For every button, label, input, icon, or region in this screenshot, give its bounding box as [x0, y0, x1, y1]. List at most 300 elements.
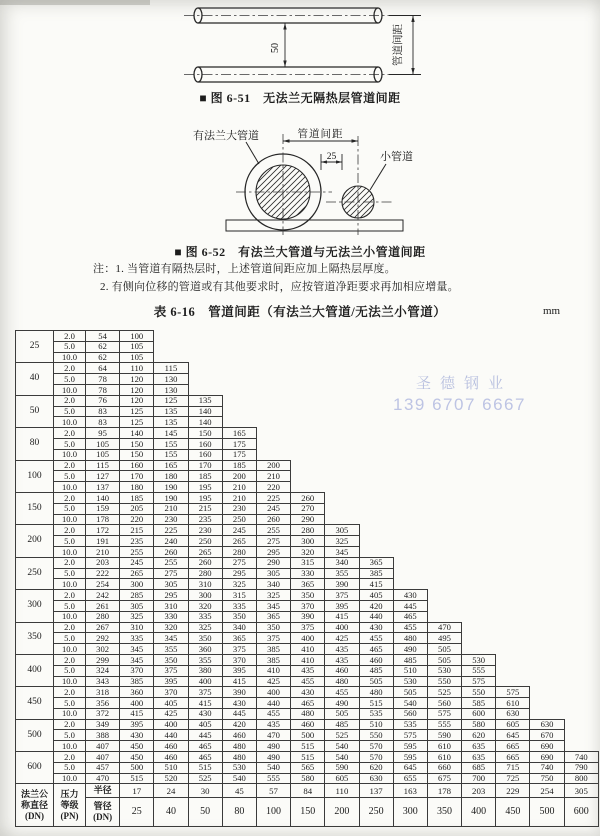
spacing-value-cell: 485: [325, 719, 359, 730]
spacing-value-cell: 155: [154, 438, 188, 449]
empty-region: [222, 406, 598, 417]
spacing-value-cell: 180: [154, 471, 188, 482]
spacing-value-cell: 395: [222, 665, 256, 676]
spacing-value-cell: 725: [496, 773, 530, 784]
spacing-value-cell: 740: [564, 752, 598, 763]
pressure-cell: 5.0: [54, 730, 86, 741]
spacing-value-cell: 150: [188, 428, 222, 439]
spacing-value-cell: 540: [393, 698, 427, 709]
empty-region: [154, 331, 599, 342]
spacing-value-cell: 225: [154, 525, 188, 536]
spacing-value-cell: 415: [325, 611, 359, 622]
radius-value-cell: 110: [325, 784, 359, 798]
flange-dn-cell: 250: [16, 557, 54, 589]
spacing-value-cell: 715: [496, 762, 530, 773]
spacing-value-cell: 305: [256, 568, 290, 579]
pressure-cell: 10.0: [54, 611, 86, 622]
spacing-value-cell: 325: [325, 536, 359, 547]
pressure-cell: 2.0: [54, 331, 86, 342]
spacing-value-cell: 560: [393, 708, 427, 719]
empty-region: [325, 503, 599, 514]
spacing-value-cell: 292: [86, 633, 120, 644]
spacing-value-cell: 380: [188, 665, 222, 676]
empty-region: [291, 471, 599, 482]
empty-region: [393, 568, 598, 579]
spacing-value-cell: 400: [120, 698, 154, 709]
gap-dimension-25: 25: [326, 152, 337, 162]
spacing-value-cell: 290: [291, 514, 325, 525]
pressure-cell: 2.0: [54, 492, 86, 503]
flange-dn-cell: 100: [16, 460, 54, 492]
empty-region: [188, 374, 598, 385]
watermark-company: 圣德钢业: [415, 375, 512, 392]
empty-region: [393, 579, 598, 590]
spacing-value-cell: 295: [222, 568, 256, 579]
spacing-value-cell: 455: [256, 708, 290, 719]
flange-dn-cell: 150: [16, 492, 54, 524]
empty-region: [291, 482, 599, 493]
pressure-cell: 5.0: [54, 536, 86, 547]
pressure-cell: 10.0: [54, 708, 86, 719]
spacing-value-cell: 375: [291, 622, 325, 633]
spacing-value-cell: 375: [154, 665, 188, 676]
spacing-value-cell: 360: [120, 687, 154, 698]
spacing-value-cell: 460: [291, 719, 325, 730]
spacing-value-cell: 372: [86, 708, 120, 719]
spacing-value-cell: 385: [359, 568, 393, 579]
spacing-value-cell: 530: [393, 676, 427, 687]
spacing-value-cell: 530: [427, 665, 461, 676]
empty-region: [222, 395, 598, 406]
unit-label: mm: [543, 305, 561, 317]
pressure-cell: 2.0: [54, 363, 86, 374]
spacing-value-cell: 690: [530, 752, 564, 763]
spacing-value-cell: 185: [188, 471, 222, 482]
empty-region: [564, 741, 598, 752]
spacing-value-cell: 505: [427, 644, 461, 655]
spacing-value-cell: 490: [256, 741, 290, 752]
spacing-value-cell: 235: [120, 536, 154, 547]
spacing-value-cell: 230: [222, 503, 256, 514]
spacing-value-cell: 210: [222, 492, 256, 503]
spacing-value-cell: 62: [86, 341, 120, 352]
spacing-value-cell: 185: [222, 460, 256, 471]
spacing-value-cell: 550: [462, 687, 496, 698]
spacing-value-cell: 450: [120, 752, 154, 763]
spacing-value-cell: 280: [291, 525, 325, 536]
spacing-value-cell: 430: [120, 730, 154, 741]
spacing-value-cell: 343: [86, 676, 120, 687]
spacing-value-cell: 95: [86, 428, 120, 439]
spacing-value-cell: 750: [530, 773, 564, 784]
spacing-value-cell: 515: [120, 773, 154, 784]
spacing-value-cell: 345: [256, 600, 290, 611]
spacing-value-cell: 600: [462, 708, 496, 719]
spacing-value-cell: 340: [325, 557, 359, 568]
spacing-value-cell: 120: [120, 384, 154, 395]
spacing-value-cell: 620: [462, 730, 496, 741]
spacing-value-cell: 210: [222, 482, 256, 493]
figure-6-51-caption: ■ 图 6-51 无法兰无隔热层管道间距: [199, 91, 401, 105]
flange-dn-cell: 600: [16, 752, 54, 784]
empty-region: [325, 514, 599, 525]
spacing-value-cell: 430: [188, 708, 222, 719]
spacing-value-cell: 275: [256, 536, 290, 547]
spacing-value-cell: 370: [120, 665, 154, 676]
radius-value-cell: 178: [427, 784, 461, 798]
radius-value-cell: 163: [393, 784, 427, 798]
spacing-value-cell: 310: [188, 579, 222, 590]
spacing-value-cell: 267: [86, 622, 120, 633]
spacing-value-cell: 315: [291, 557, 325, 568]
spacing-value-cell: 140: [120, 428, 154, 439]
spacing-value-cell: 78: [86, 374, 120, 385]
spacing-value-cell: 590: [427, 730, 461, 741]
spacing-value-cell: 665: [496, 741, 530, 752]
spacing-value-cell: 530: [462, 654, 496, 665]
spacing-value-cell: 425: [154, 708, 188, 719]
empty-region: [462, 633, 599, 644]
empty-region: [393, 557, 598, 568]
pipe-dn-header: 管径 (DN): [86, 798, 120, 827]
spacing-value-cell: 300: [291, 536, 325, 547]
spacing-value-cell: 555: [256, 773, 290, 784]
pipe-dn-value-cell: 600: [564, 798, 598, 827]
spacing-value-cell: 200: [256, 460, 290, 471]
pressure-cell: 5.0: [54, 503, 86, 514]
empty-region: [188, 363, 598, 374]
spacing-value-cell: 505: [393, 687, 427, 698]
pipe-dn-value-cell: 200: [325, 798, 359, 827]
spacing-value-cell: 375: [188, 687, 222, 698]
spacing-value-cell: 405: [154, 698, 188, 709]
spacing-value-cell: 525: [188, 773, 222, 784]
spacing-value-cell: 470: [86, 773, 120, 784]
spacing-value-cell: 290: [256, 557, 290, 568]
pressure-header: 压力 等级 (PN): [54, 784, 86, 827]
spacing-value-cell: 318: [86, 687, 120, 698]
spacing-value-cell: 195: [188, 492, 222, 503]
spacing-value-cell: 420: [359, 600, 393, 611]
pressure-cell: 2.0: [54, 460, 86, 471]
empty-region: [359, 546, 598, 557]
figure-6-52-drawing: [140, 108, 470, 241]
spacing-value-cell: 500: [291, 730, 325, 741]
spacing-value-cell: 245: [222, 525, 256, 536]
spacing-value-cell: 485: [393, 654, 427, 665]
pressure-cell: 10.0: [54, 482, 86, 493]
pipe-spacing-label: 管道间距: [297, 129, 344, 140]
spacing-value-cell: 345: [325, 546, 359, 557]
spacing-value-cell: 465: [393, 611, 427, 622]
pressure-cell: 5.0: [54, 600, 86, 611]
spacing-value-cell: 460: [154, 752, 188, 763]
spacing-value-cell: 430: [359, 622, 393, 633]
spacing-value-cell: 160: [120, 460, 154, 471]
spacing-value-cell: 540: [325, 752, 359, 763]
spacing-value-cell: 105: [86, 449, 120, 460]
spacing-value-cell: 385: [256, 644, 290, 655]
spacing-value-cell: 355: [325, 568, 359, 579]
pressure-cell: 5.0: [54, 762, 86, 773]
radius-value-cell: 17: [120, 784, 154, 798]
spacing-value-cell: 205: [120, 503, 154, 514]
spacing-value-cell: 520: [154, 773, 188, 784]
spacing-value-cell: 305: [325, 525, 359, 536]
spacing-value-cell: 375: [222, 644, 256, 655]
spacing-value-cell: 420: [222, 719, 256, 730]
spacing-value-cell: 340: [222, 622, 256, 633]
large-flanged-pipe-label: 有法兰大管道: [193, 130, 259, 142]
spacing-value-cell: 180: [120, 482, 154, 493]
spacing-value-cell: 385: [256, 654, 290, 665]
spacing-value-cell: 100: [120, 331, 154, 342]
pipe-dn-value-cell: 40: [154, 798, 188, 827]
pipe-dn-value-cell: 80: [222, 798, 256, 827]
spacing-value-cell: 670: [530, 730, 564, 741]
spacing-value-cell: 505: [325, 708, 359, 719]
spacing-value-cell: 375: [256, 633, 290, 644]
spacing-value-cell: 400: [154, 719, 188, 730]
pressure-cell: 10.0: [54, 352, 86, 363]
spacing-value-cell: 172: [86, 525, 120, 536]
pressure-cell: 2.0: [54, 654, 86, 665]
spacing-value-cell: 115: [154, 363, 188, 374]
spacing-value-cell: 407: [86, 741, 120, 752]
spacing-value-cell: 305: [120, 600, 154, 611]
empty-region: [496, 676, 599, 687]
spacing-value-cell: 435: [291, 665, 325, 676]
pipe-dn-value-cell: 50: [188, 798, 222, 827]
spacing-value-cell: 435: [256, 719, 290, 730]
figure-6-52-caption: ■ 图 6-52 有法兰大管道与无法兰小管道间距: [174, 245, 426, 259]
spacing-value-cell: 345: [120, 654, 154, 665]
spacing-value-cell: 560: [427, 698, 461, 709]
spacing-value-cell: 575: [462, 676, 496, 687]
spacing-value-cell: 690: [530, 741, 564, 752]
spacing-value-cell: 110: [120, 363, 154, 374]
spacing-value-cell: 325: [188, 622, 222, 633]
spacing-value-cell: 265: [222, 536, 256, 547]
pressure-cell: 5.0: [54, 633, 86, 644]
spacing-value-cell: 324: [86, 665, 120, 676]
empty-region: [462, 644, 599, 655]
spacing-value-cell: 255: [154, 557, 188, 568]
flange-dn-cell: 450: [16, 687, 54, 719]
pressure-cell: 10.0: [54, 773, 86, 784]
spacing-value-cell: 349: [86, 719, 120, 730]
spacing-value-cell: 435: [325, 654, 359, 665]
spacing-value-cell: 525: [325, 730, 359, 741]
spacing-value-cell: 370: [291, 600, 325, 611]
empty-region: [154, 341, 599, 352]
empty-region: [530, 698, 598, 709]
spacing-value-cell: 388: [86, 730, 120, 741]
spacing-value-cell: 585: [462, 698, 496, 709]
spacing-value-cell: 155: [154, 449, 188, 460]
spacing-value-cell: 360: [188, 644, 222, 655]
spacing-value-cell: 335: [188, 611, 222, 622]
spacing-value-cell: 430: [291, 687, 325, 698]
pressure-cell: 2.0: [54, 622, 86, 633]
spacing-value-cell: 137: [86, 482, 120, 493]
pressure-cell: 10.0: [54, 384, 86, 395]
spacing-value-cell: 105: [120, 341, 154, 352]
radius-value-cell: 45: [222, 784, 256, 798]
spacing-value-cell: 365: [291, 579, 325, 590]
spacing-value-cell: 515: [359, 698, 393, 709]
spacing-value-cell: 580: [291, 773, 325, 784]
spacing-value-cell: 645: [393, 762, 427, 773]
spacing-value-cell: 445: [188, 730, 222, 741]
spacing-value-cell: 465: [359, 644, 393, 655]
spacing-value-cell: 261: [86, 600, 120, 611]
spacing-value-cell: 335: [222, 600, 256, 611]
spacing-value-cell: 375: [325, 590, 359, 601]
empty-region: [256, 438, 598, 449]
spacing-value-cell: 175: [222, 449, 256, 460]
pressure-cell: 10.0: [54, 514, 86, 525]
spacing-value-cell: 457: [86, 762, 120, 773]
empty-region: [188, 384, 598, 395]
spacing-value-cell: 210: [86, 546, 120, 557]
spacing-value-cell: 175: [222, 438, 256, 449]
spacing-value-cell: 505: [359, 676, 393, 687]
spacing-value-cell: 170: [120, 471, 154, 482]
spacing-value-cell: 120: [120, 374, 154, 385]
spacing-value-cell: 460: [325, 665, 359, 676]
flange-dn-cell: 50: [16, 395, 54, 427]
empty-region: [325, 492, 599, 503]
spacing-value-cell: 465: [188, 741, 222, 752]
empty-region: [530, 708, 598, 719]
pressure-cell: 2.0: [54, 687, 86, 698]
pipe-dn-value-cell: 300: [393, 798, 427, 827]
spacing-value-cell: 325: [222, 579, 256, 590]
spacing-value-cell: 140: [188, 406, 222, 417]
spacing-value-cell: 295: [154, 590, 188, 601]
empty-region: [564, 719, 598, 730]
spacing-value-cell: 83: [86, 417, 120, 428]
spacing-value-cell: 675: [427, 773, 461, 784]
spacing-value-cell: 62: [86, 352, 120, 363]
spacing-value-cell: 580: [462, 719, 496, 730]
spacing-value-cell: 800: [564, 773, 598, 784]
spacing-value-cell: 570: [359, 752, 393, 763]
spacing-value-cell: 555: [427, 719, 461, 730]
spacing-value-cell: 300: [120, 579, 154, 590]
spacing-value-cell: 115: [86, 460, 120, 471]
spacing-value-cell: 265: [188, 546, 222, 557]
spacing-value-cell: 305: [154, 579, 188, 590]
pressure-cell: 5.0: [54, 341, 86, 352]
spacing-value-cell: 125: [120, 406, 154, 417]
spacing-value-cell: 185: [120, 492, 154, 503]
pressure-cell: 2.0: [54, 395, 86, 406]
empty-region: [496, 665, 599, 676]
spacing-value-cell: 280: [188, 568, 222, 579]
spacing-value-cell: 295: [256, 546, 290, 557]
flange-dn-cell: 40: [16, 363, 54, 395]
spacing-value-cell: 215: [188, 503, 222, 514]
spacing-value-cell: 500: [120, 762, 154, 773]
spacing-value-cell: 575: [496, 687, 530, 698]
spacing-value-cell: 740: [530, 762, 564, 773]
pipe-spacing-table: [15, 330, 599, 827]
spacing-value-cell: 460: [222, 730, 256, 741]
empty-region: [222, 417, 598, 428]
radius-value-cell: 203: [462, 784, 496, 798]
spacing-value-cell: 540: [325, 741, 359, 752]
spacing-value-cell: 350: [188, 633, 222, 644]
spacing-value-cell: 254: [86, 579, 120, 590]
spacing-value-cell: 390: [325, 579, 359, 590]
spacing-value-cell: 135: [154, 417, 188, 428]
spacing-value-cell: 405: [188, 719, 222, 730]
pressure-cell: 10.0: [54, 676, 86, 687]
spacing-value-cell: 660: [427, 762, 461, 773]
spacing-value-cell: 135: [154, 406, 188, 417]
pressure-cell: 5.0: [54, 665, 86, 676]
spacing-value-cell: 555: [462, 665, 496, 676]
pressure-cell: 2.0: [54, 525, 86, 536]
spacing-value-cell: 400: [256, 687, 290, 698]
spacing-value-cell: 140: [188, 417, 222, 428]
spacing-value-cell: 325: [120, 611, 154, 622]
spacing-value-cell: 445: [393, 600, 427, 611]
empty-region: [427, 590, 598, 601]
spacing-value-cell: 610: [496, 698, 530, 709]
spacing-value-cell: 515: [188, 762, 222, 773]
spacing-value-cell: 365: [256, 611, 290, 622]
spacing-value-cell: 415: [188, 698, 222, 709]
empty-region: [291, 460, 599, 471]
radius-value-cell: 229: [496, 784, 530, 798]
spacing-value-cell: 605: [325, 773, 359, 784]
pressure-cell: 2.0: [54, 557, 86, 568]
spacing-value-cell: 610: [427, 741, 461, 752]
spacing-value-cell: 245: [256, 503, 290, 514]
spacing-value-cell: 505: [427, 654, 461, 665]
spacing-value-cell: 203: [86, 557, 120, 568]
pressure-cell: 5.0: [54, 438, 86, 449]
spacing-value-cell: 260: [154, 546, 188, 557]
spacing-value-cell: 550: [427, 676, 461, 687]
spacing-value-cell: 385: [120, 676, 154, 687]
spacing-value-cell: 395: [120, 719, 154, 730]
spacing-value-cell: 535: [359, 708, 393, 719]
flange-dn-cell: 400: [16, 654, 54, 686]
pipe-dn-value-cell: 150: [291, 798, 325, 827]
spacing-value-cell: 635: [462, 752, 496, 763]
spacing-value-cell: 300: [188, 590, 222, 601]
spacing-value-cell: 150: [120, 449, 154, 460]
spacing-value-cell: 590: [325, 762, 359, 773]
note-line-2: 2. 有侧向位移的管道或有其他要求时，应按管道净距要求再加相应增量。: [100, 281, 459, 293]
flange-dn-cell: 500: [16, 719, 54, 751]
spacing-value-cell: 700: [462, 773, 496, 784]
spacing-value-cell: 225: [256, 492, 290, 503]
spacing-value-cell: 320: [291, 546, 325, 557]
spacing-value-cell: 190: [154, 482, 188, 493]
spacing-value-cell: 315: [222, 590, 256, 601]
spacing-value-cell: 355: [154, 644, 188, 655]
pressure-cell: 10.0: [54, 644, 86, 655]
pressure-cell: 2.0: [54, 428, 86, 439]
pipe-dn-value-cell: 350: [427, 798, 461, 827]
spacing-value-cell: 64: [86, 363, 120, 374]
spacing-value-cell: 260: [291, 492, 325, 503]
